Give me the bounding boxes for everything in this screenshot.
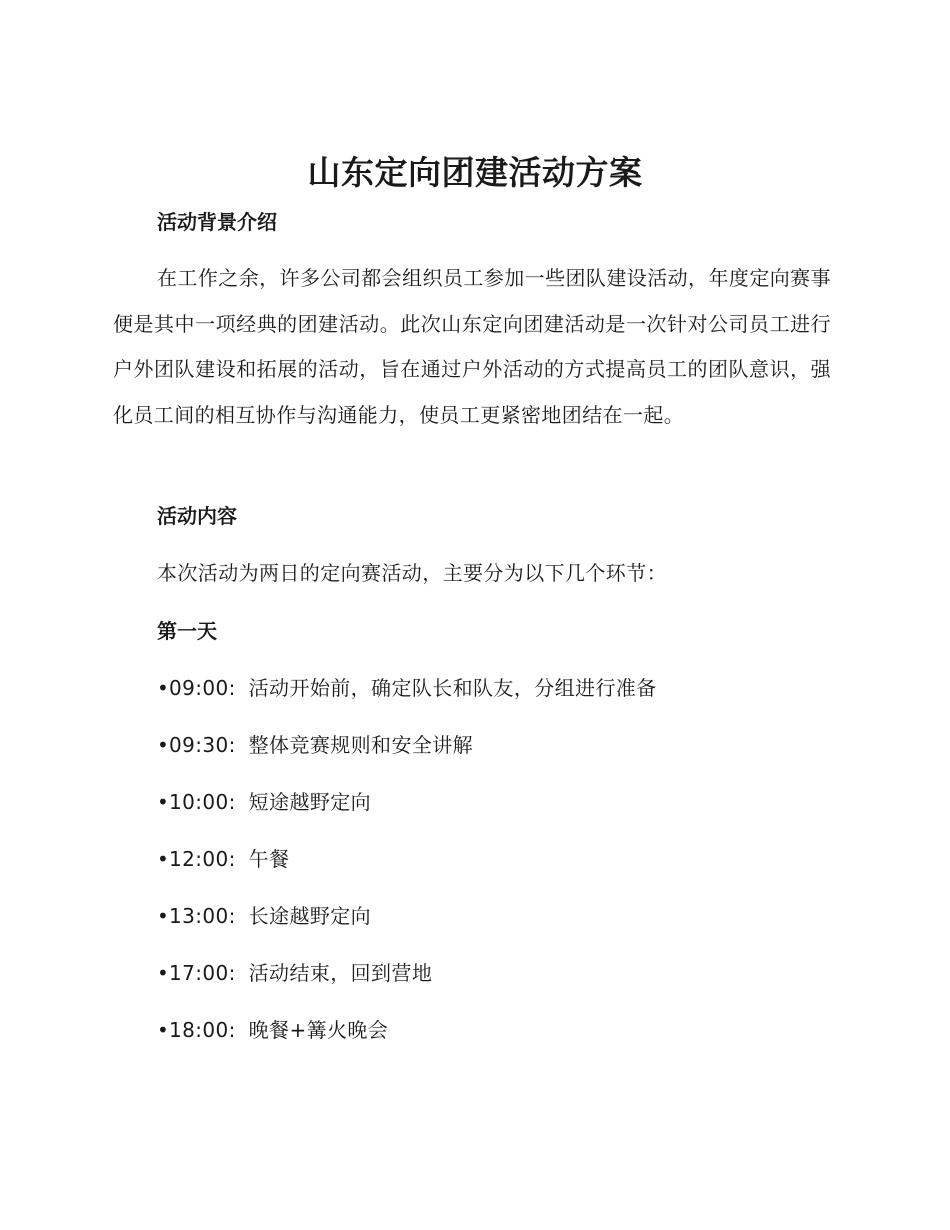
schedule-item (157, 731, 473, 759)
schedule-item (157, 674, 657, 702)
schedule-item (157, 845, 289, 873)
content-intro: 本次活动为两日的定向赛活动，主要分为以下几个环节： (157, 561, 667, 585)
schedule-time: 09:00 (169, 676, 229, 700)
schedule-text: 短途越野定向 (248, 790, 372, 814)
schedule-colon: : (228, 904, 236, 928)
background-paragraph: 在工作之余，许多公司都会组织员工参加一些团队建设活动，年度定向赛事便是其中一项经典的团建活动。此次山东定向团建活动是一次针对公司员工进行户外团队建设和拓展的活动，旨在通过户外活动的方式提高员工的团队意识，强化员工间的相互协作与沟通能力，使员工更紧密地团结在一起。 (113, 266, 831, 427)
schedule-item (157, 1016, 388, 1044)
schedule-item (157, 902, 371, 930)
schedule-colon: : (228, 1018, 236, 1042)
schedule-text: 长途越野定向 (248, 904, 372, 928)
schedule-text: 晚餐+篝火晚会 (248, 1018, 389, 1042)
bullet-icon: • (157, 790, 170, 814)
bullet-icon: • (157, 676, 170, 700)
schedule-time: 10:00 (169, 790, 229, 814)
bullet-icon: • (157, 904, 170, 928)
bullet-icon: • (157, 733, 170, 757)
section-heading-content: 活动内容 (157, 504, 237, 528)
schedule-item (157, 788, 371, 816)
bullet-icon: • (157, 961, 170, 985)
schedule-item (157, 959, 432, 987)
bullet-icon: • (157, 1018, 170, 1042)
schedule-text: 整体竞赛规则和安全讲解 (248, 733, 474, 757)
document-title: 山东定向团建活动方案 (307, 153, 643, 192)
schedule-time: 09:30 (169, 733, 229, 757)
schedule-time: 18:00 (169, 1018, 229, 1042)
schedule-text: 午餐 (248, 847, 290, 871)
schedule-colon: : (228, 790, 236, 814)
schedule-colon: : (228, 676, 236, 700)
schedule-text: 活动开始前，确定队长和队友，分组进行准备 (248, 676, 657, 700)
schedule-time: 13:00 (169, 904, 229, 928)
schedule-colon: : (228, 961, 236, 985)
schedule-time: 17:00 (169, 961, 229, 985)
bullet-icon: • (157, 847, 170, 871)
section-heading-day1: 第一天 (157, 619, 217, 643)
section-heading-background: 活动背景介绍 (157, 210, 277, 234)
schedule-colon: : (228, 847, 236, 871)
schedule-colon: : (228, 733, 236, 757)
schedule-text: 活动结束，回到营地 (248, 961, 433, 985)
schedule-time: 12:00 (169, 847, 229, 871)
